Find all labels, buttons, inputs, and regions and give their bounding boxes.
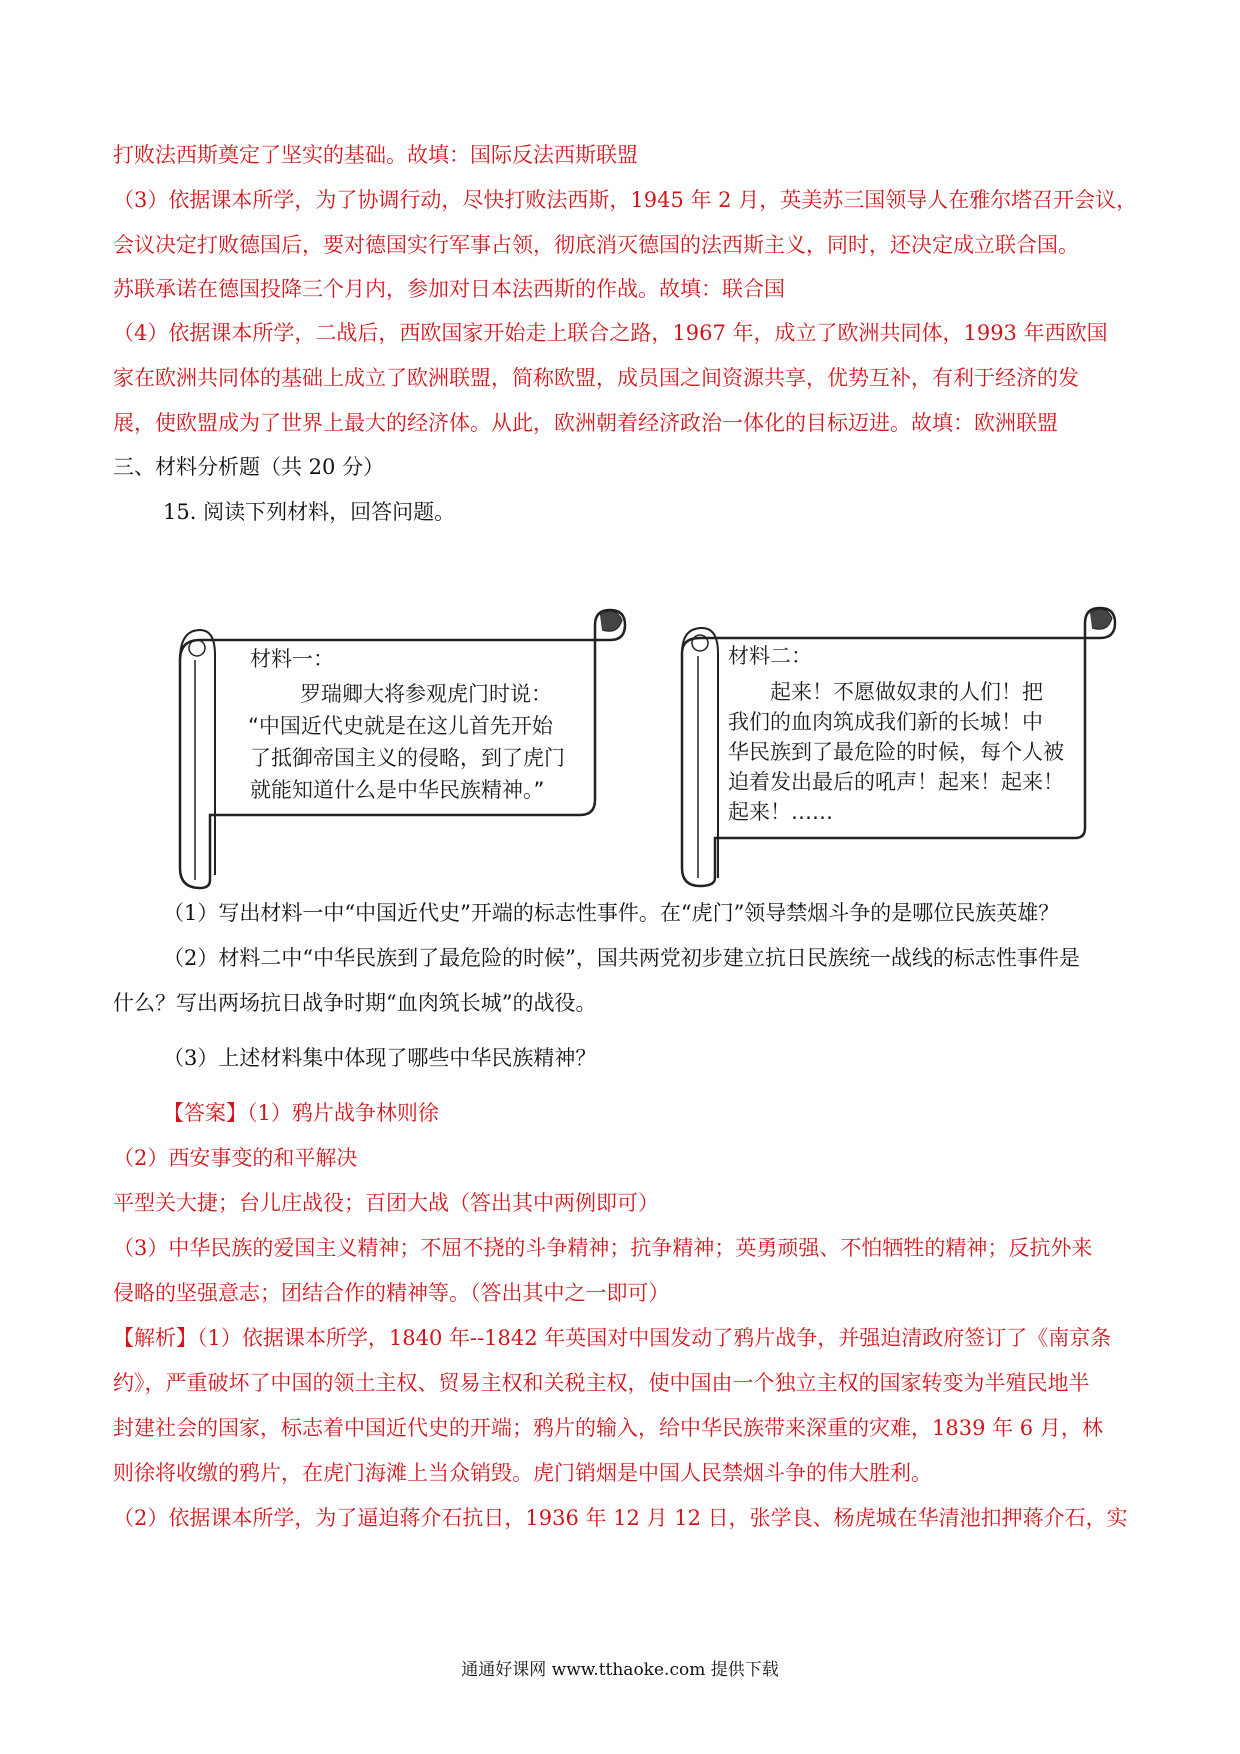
answer-line: 平型关大捷；台儿庄战役；百团大战（答出其中两例即可） [113, 1191, 659, 1215]
answer-line: （4）依据课本所学，二战后，西欧国家开始走上联合之路，1967 年，成立了欧洲共同体，1993 年西欧国 [113, 321, 1108, 345]
answer-line: 家在欧洲共同体的基础上成立了欧洲联盟，简称欧盟，成员国之间资源共享，优势互补，有利于经济的发 [113, 366, 1079, 390]
answer-line: （3）中华民族的爱国主义精神；不屈不挠的斗争精神；抗争精神；英勇顽强、不怕牺牲的精神；反抗外来 [113, 1236, 1093, 1260]
analysis-line: 则徐将收缴的鸦片，在虎门海滩上当众销毁。虎门销烟是中国人民禁烟斗争的伟大胜利。 [113, 1461, 932, 1485]
question-part-2: （2）材料二中“中华民族到了最危险的时候”，国共两党初步建立抗日民族统一战线的标志性事件是 [163, 946, 1080, 970]
answer-line: 侵略的坚强意志；团结合作的精神等。（答出其中之一即可） [113, 1281, 670, 1305]
material-two-line: 起来！…… [728, 800, 833, 824]
question-part-3: （3）上述材料集中体现了哪些中华民族精神？ [163, 1046, 597, 1070]
material-one-line: 就能知道什么是中华民族精神。” [250, 778, 545, 802]
answer-line [163, 1098, 1193, 1128]
analysis-line: 封建社会的国家，标志着中国近代史的开端；鸦片的输入，给中华民族带来深重的灾难，1839 年 6 月，林 [113, 1416, 1103, 1440]
question-15-prompt: 15. 阅读下列材料，回答问题。 [163, 500, 456, 524]
analysis-tag: 【解析】 [113, 1326, 197, 1350]
material-two-line: 我们的血肉筑成我们新的长城！中 [728, 710, 1043, 734]
answer-line: 展，使欧盟成为了世界上最大的经济体。从此，欧洲朝着经济政治一体化的目标迈进。故填：欧洲联盟 [113, 411, 1058, 435]
analysis-text: （1）依据课本所学，1840 年--1842 年英国对中国发动了鸦片战争，并强迫清政府签订了《南京条 [197, 1326, 1112, 1350]
answer-line: 会议决定打败德国后，要对德国实行军事占领，彻底消灭德国的法西斯主义，同时，还决定成立联合国。 [113, 233, 1079, 257]
answer-line: （2）西安事变的和平解决 [113, 1146, 358, 1170]
material-one-line: 了抵御帝国主义的侵略，到了虎门 [250, 746, 565, 770]
question-part-2-cont: 什么？写出两场抗日战争时期“血肉筑长城”的战役。 [113, 991, 597, 1015]
answer-line: （3）依据课本所学，为了协调行动，尽快打败法西斯，1945 年 2 月，英美苏三国领导人在雅尔塔召开会议， [113, 188, 1138, 212]
material-two-line: 华民族到了最危险的时候，每个人被 [728, 740, 1064, 764]
question-part-1: （1）写出材料一中“中国近代史”开端的标志性事件。在“虎门”领导禁烟斗争的是哪位民族英雄？ [163, 901, 1060, 925]
material-one-line: 罗瑞卿大将参观虎门时说： [300, 682, 552, 706]
material-one-title: 材料一： [250, 647, 334, 671]
analysis-line [113, 1323, 1143, 1353]
material-two-line: 迫着发出最后的吼声！起来！起来！ [728, 770, 1064, 794]
page-footer: 通通好课网 www.tthaoke.com 提供下载 [461, 1660, 779, 1680]
answer-line: 苏联承诺在德国投降三个月内，参加对日本法西斯的作战。故填：联合国 [113, 277, 785, 301]
analysis-line: （2）依据课本所学，为了逼迫蒋介石抗日，1936 年 12 月 12 日，张学良、杨虎城在华清池扣押蒋介石，实 [113, 1506, 1128, 1530]
analysis-line: 约》，严重破坏了中国的领土主权、贸易主权和关税主权，使中国由一个独立主权的国家转变为半殖民地半 [113, 1371, 1090, 1395]
material-two-line: 起来！不愿做奴隶的人们！把 [770, 680, 1043, 704]
answer-text: （1）鸦片战争林则徐 [247, 1101, 439, 1125]
section-heading: 三、材料分析题（共 20 分） [113, 455, 385, 479]
answer-line: 打败法西斯奠定了坚实的基础。故填：国际反法西斯联盟 [113, 143, 638, 167]
material-one-line: “中国近代史就是在这儿首先开始 [248, 714, 553, 738]
answer-tag: 【答案】 [163, 1101, 247, 1125]
material-two-title: 材料二： [728, 644, 812, 668]
